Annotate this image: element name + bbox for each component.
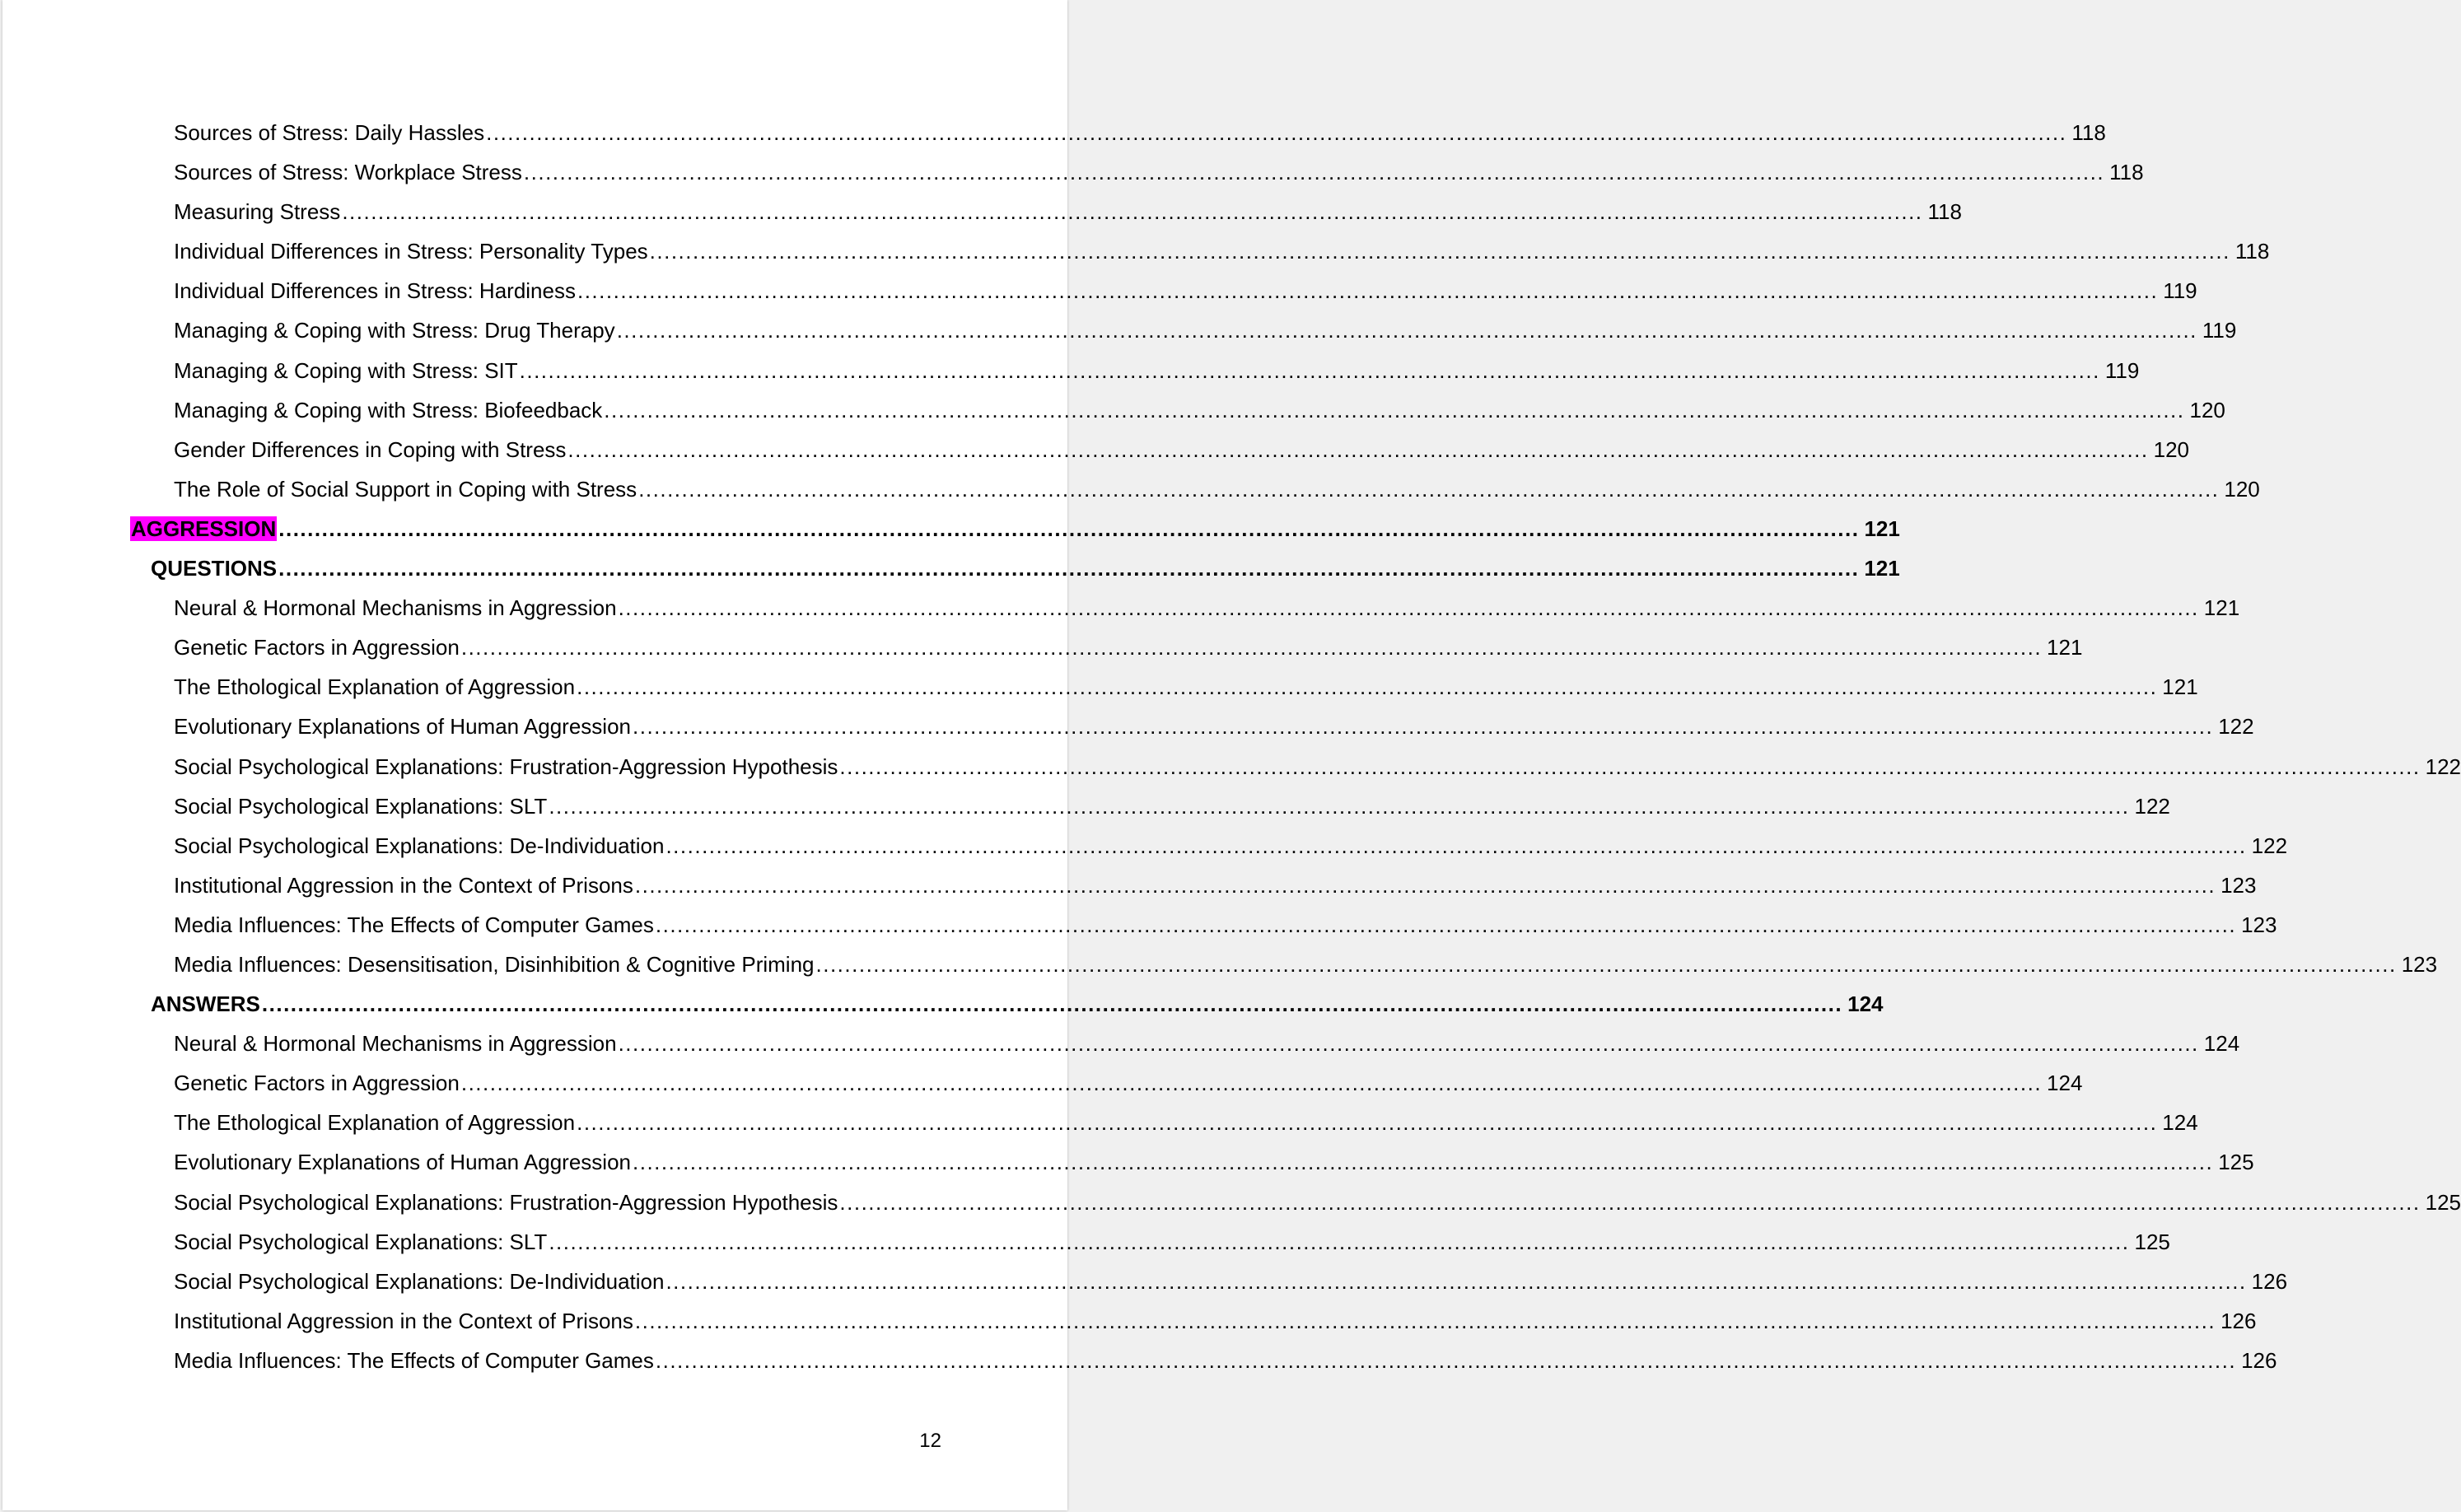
leader-dots: ............................................................................................................................................................................................................................ bbox=[618, 595, 2199, 621]
toc-entry-title: Sources of Stress: Workplace Stress bbox=[174, 160, 522, 185]
toc-entry[interactable] bbox=[2, 357, 2140, 398]
toc-entry[interactable] bbox=[2, 1347, 2277, 1388]
page-number: 12 bbox=[919, 1430, 941, 1452]
toc-entry[interactable] bbox=[2, 1150, 2254, 1189]
toc-entry-title: Social Psychological Explanations: Frustration-Aggression Hypothesis bbox=[174, 754, 838, 779]
leader-dots: ............................................................................................................................................................................................................................ bbox=[549, 793, 2130, 819]
toc-entry-title: The Role of Social Support in Coping with Stress bbox=[174, 476, 637, 502]
toc-entry-title: Neural & Hormonal Mechanisms in Aggression bbox=[174, 1031, 617, 1057]
toc-entry-title: Individual Differences in Stress: Personality Types bbox=[174, 239, 648, 264]
toc-entry-title: Media Influences: The Effects of Computer Games bbox=[174, 912, 654, 937]
leader-dots: ............................................................................................................................................................................................................................ bbox=[567, 436, 2149, 462]
toc-entry-title: Institutional Aggression in the Context of Prisons bbox=[174, 872, 633, 898]
toc-section-aggression[interactable] bbox=[2, 516, 1900, 556]
toc-entry-page: 122 bbox=[2134, 793, 2170, 819]
toc-entry-page: 121 bbox=[1864, 516, 1900, 541]
toc-entry-title: The Ethological Explanation of Aggression bbox=[174, 1110, 576, 1136]
document-page bbox=[2, 0, 2461, 1510]
toc-entry[interactable] bbox=[2, 1229, 2170, 1269]
leader-dots: ............................................................................................................................................................................................................................ bbox=[616, 318, 2197, 343]
toc-entry-page: 119 bbox=[2163, 278, 2197, 304]
toc-entry-page: 119 bbox=[2104, 357, 2140, 383]
toc-entry-title: Social Psychological Explanations: De-Individuation bbox=[174, 1268, 665, 1294]
toc-entry[interactable] bbox=[2, 120, 2106, 160]
leader-dots: ............................................................................................................................................................................................................................ bbox=[839, 1189, 2421, 1215]
toc-entry[interactable] bbox=[2, 912, 2277, 952]
toc-entry-page: 125 bbox=[2134, 1229, 2170, 1254]
toc-entry-title: Gender Differences in Coping with Stress bbox=[174, 436, 567, 462]
toc-entry-page: 120 bbox=[2189, 397, 2225, 422]
toc-entry[interactable] bbox=[2, 1308, 2257, 1348]
toc-entry[interactable] bbox=[2, 160, 2144, 199]
toc-entry-title: Sources of Stress: Daily Hassles bbox=[174, 120, 485, 145]
toc-entry-page: 123 bbox=[2401, 951, 2438, 977]
toc-entry-page: 126 bbox=[2241, 1347, 2277, 1373]
toc-entry-title: QUESTIONS bbox=[151, 556, 278, 581]
highlighted-section-title: AGGRESSION bbox=[131, 516, 277, 541]
leader-dots: ............................................................................................................................................................................................................................ bbox=[460, 635, 2043, 660]
toc-entry-page: 121 bbox=[2162, 674, 2198, 700]
toc-entry-page: 118 bbox=[2235, 239, 2270, 264]
leader-dots: ............................................................................................................................................................................................................................ bbox=[638, 476, 2220, 502]
leader-dots: ............................................................................................................................................................................................................................ bbox=[577, 278, 2159, 304]
toc-entry[interactable] bbox=[2, 318, 2237, 357]
toc-entry-page: 124 bbox=[2203, 1031, 2240, 1057]
leader-dots: ............................................................................................................................................................................................................................ bbox=[577, 674, 2158, 700]
leader-dots: ............................................................................................................................................................................................................................ bbox=[523, 160, 2105, 185]
leader-dots: ............................................................................................................................................................................................................................ bbox=[634, 1308, 2216, 1333]
toc-entry-title: Individual Differences in Stress: Hardiness bbox=[174, 278, 576, 304]
leader-dots: ............................................................................................................................................................................................................................ bbox=[633, 714, 2214, 740]
toc-entry-title: Media Influences: Desensitisation, Disinhibition & Cognitive Priming bbox=[174, 951, 815, 977]
leader-dots: ............................................................................................................................................................................................................................ bbox=[486, 120, 2067, 145]
toc-entry-title: Measuring Stress bbox=[174, 199, 341, 225]
toc-entry[interactable] bbox=[2, 436, 2190, 477]
toc-entry-title: Managing & Coping with Stress: Drug Therapy bbox=[174, 318, 615, 343]
leader-dots: ............................................................................................................................................................................................................................ bbox=[278, 556, 1860, 581]
toc-entry-page: 118 bbox=[2071, 120, 2106, 145]
toc-entry-title: Genetic Factors in Aggression bbox=[174, 1071, 460, 1096]
toc-entry-page: 122 bbox=[2425, 754, 2461, 779]
toc-entry[interactable] bbox=[2, 1031, 2240, 1071]
toc-entry-page: 122 bbox=[2218, 714, 2254, 740]
leader-dots: ............................................................................................................................................................................................................................ bbox=[655, 1347, 2237, 1373]
toc-entry-title: Institutional Aggression in the Context of Prisons bbox=[174, 1308, 633, 1333]
toc-subsection-answers[interactable] bbox=[2, 992, 1884, 1031]
toc-entry-title: The Ethological Explanation of Aggression bbox=[174, 674, 576, 700]
toc-entry-page: 126 bbox=[2221, 1308, 2257, 1333]
toc-entry-title: Social Psychological Explanations: De-Individuation bbox=[174, 833, 665, 858]
toc-entry[interactable] bbox=[2, 674, 2198, 714]
toc-entry-page: 124 bbox=[2162, 1110, 2198, 1136]
toc-entry[interactable] bbox=[2, 595, 2240, 635]
toc-entry-title: ANSWERS bbox=[151, 992, 260, 1017]
leader-dots: ............................................................................................................................................................................................................................ bbox=[634, 872, 2216, 898]
toc-entry[interactable] bbox=[2, 714, 2254, 754]
toc-entry-page: 122 bbox=[2251, 833, 2288, 858]
leader-dots: ............................................................................................................................................................................................................................ bbox=[261, 992, 1843, 1017]
leader-dots: ............................................................................................................................................................................................................................ bbox=[665, 1268, 2247, 1294]
toc-entry-page: 124 bbox=[2047, 1071, 2083, 1096]
leader-dots: ............................................................................................................................................................................................................................ bbox=[649, 239, 2230, 264]
leader-dots: ............................................................................................................................................................................................................................ bbox=[655, 912, 2237, 937]
toc-entry[interactable] bbox=[2, 951, 2438, 992]
toc-entry-page: 118 bbox=[2109, 160, 2144, 185]
toc-entry-title: Social Psychological Explanations: SLT bbox=[174, 793, 548, 819]
leader-dots: ............................................................................................................................................................................................................................ bbox=[815, 951, 2397, 977]
toc-entry-page: 119 bbox=[2202, 318, 2237, 343]
toc-entry[interactable] bbox=[2, 1110, 2198, 1150]
toc-entry-title: Evolutionary Explanations of Human Aggression bbox=[174, 1150, 631, 1175]
toc-entry[interactable] bbox=[2, 793, 2170, 833]
leader-dots: ............................................................................................................................................................................................................................ bbox=[633, 1150, 2214, 1175]
toc-entry[interactable] bbox=[2, 1071, 2083, 1110]
toc-entry-title: Neural & Hormonal Mechanisms in Aggression bbox=[174, 595, 617, 621]
toc-entry[interactable] bbox=[2, 278, 2197, 318]
toc-entry[interactable] bbox=[2, 754, 2461, 794]
toc-entry-title: Evolutionary Explanations of Human Aggression bbox=[174, 714, 631, 740]
toc-entry-page: 123 bbox=[2221, 872, 2257, 898]
toc-entry-title: Social Psychological Explanations: SLT bbox=[174, 1229, 548, 1254]
leader-dots: ............................................................................................................................................................................................................................ bbox=[604, 397, 2185, 422]
leader-dots: ............................................................................................................................................................................................................................ bbox=[278, 516, 1860, 541]
toc-subsection-questions[interactable] bbox=[2, 556, 1900, 595]
toc-entry-title: Managing & Coping with Stress: Biofeedback bbox=[174, 397, 603, 422]
toc-entry-title: Media Influences: The Effects of Computer Games bbox=[174, 1347, 654, 1373]
leader-dots: ............................................................................................................................................................................................................................ bbox=[839, 754, 2421, 779]
toc-entry-page: 121 bbox=[2047, 635, 2083, 660]
toc-entry[interactable] bbox=[2, 635, 2083, 674]
toc-entry-page: 120 bbox=[2153, 436, 2190, 462]
toc-entry-page: 123 bbox=[2241, 912, 2277, 937]
leader-dots: ............................................................................................................................................................................................................................ bbox=[577, 1110, 2158, 1136]
toc-entry-page: 124 bbox=[1847, 992, 1884, 1017]
toc-entry-page: 121 bbox=[1864, 556, 1900, 581]
toc-entry[interactable] bbox=[2, 872, 2257, 912]
toc-entry[interactable] bbox=[2, 476, 2260, 516]
toc-entry-page: 126 bbox=[2251, 1268, 2288, 1294]
leader-dots: ............................................................................................................................................................................................................................ bbox=[342, 199, 1923, 225]
leader-dots: ............................................................................................................................................................................................................................ bbox=[549, 1229, 2130, 1254]
leader-dots: ............................................................................................................................................................................................................................ bbox=[618, 1031, 2199, 1057]
toc-entry-page: 118 bbox=[1927, 199, 1962, 225]
leader-dots: ............................................................................................................................................................................................................................ bbox=[460, 1071, 2043, 1096]
toc-entry[interactable] bbox=[2, 397, 2225, 437]
table-of-contents bbox=[2, 120, 2461, 1388]
toc-entry[interactable] bbox=[2, 239, 2270, 278]
leader-dots: ............................................................................................................................................................................................................................ bbox=[519, 357, 2100, 383]
toc-entry[interactable] bbox=[2, 833, 2288, 873]
toc-entry[interactable] bbox=[2, 1268, 2288, 1309]
toc-entry-page: 120 bbox=[2224, 476, 2260, 502]
toc-entry-page: 121 bbox=[2203, 595, 2240, 621]
toc-entry-title: Social Psychological Explanations: Frustration-Aggression Hypothesis bbox=[174, 1189, 838, 1215]
toc-entry-page: 125 bbox=[2218, 1150, 2254, 1175]
toc-entry-page: 125 bbox=[2425, 1189, 2461, 1215]
toc-entry[interactable] bbox=[2, 199, 1962, 239]
toc-entry[interactable] bbox=[2, 1189, 2461, 1230]
leader-dots: ............................................................................................................................................................................................................................ bbox=[665, 833, 2247, 858]
toc-entry-title: Managing & Coping with Stress: SIT bbox=[174, 357, 518, 383]
toc-entry-title: Genetic Factors in Aggression bbox=[174, 635, 460, 660]
